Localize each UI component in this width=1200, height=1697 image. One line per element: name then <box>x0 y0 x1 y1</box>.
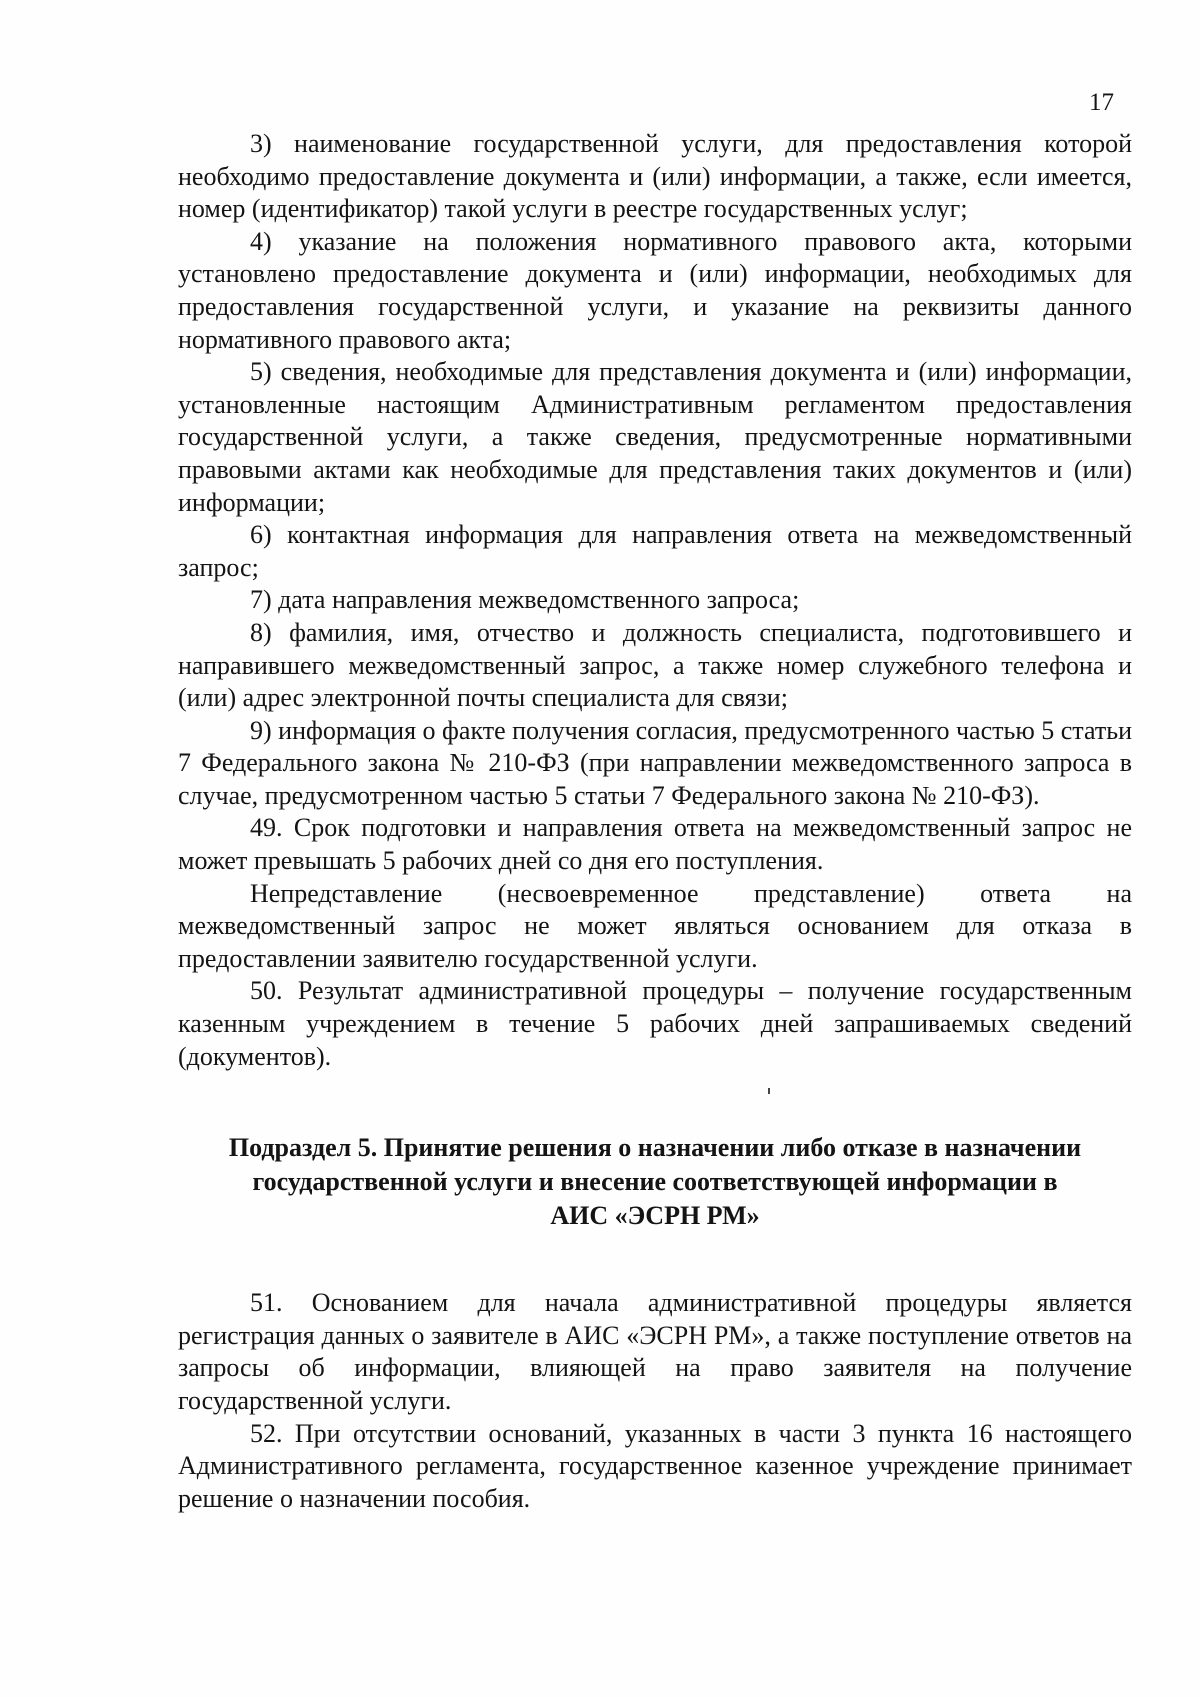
section-heading <box>178 1131 1132 1233</box>
paragraph-item-4: 4) указание на положения нормативного правового акта, которыми установлено предоставление документа и (или) информации, необходимых для предоставления государственной услуги, и указание на реквизиты данного нормативного правового акта; <box>178 226 1132 354</box>
paragraph-item-9: 9) информация о факте получения согласия, предусмотренного частью 5 статьи 7 Федерального закона № 210-ФЗ (при направлении межведомственного запроса в случае, предусмотренном частью 5 статьи 7 Федерального закона № 210-ФЗ). <box>178 715 1132 810</box>
paragraph-item-8: 8) фамилия, имя, отчество и должность специалиста, подготовившего и направившего межведомственный запрос, а также номер служебного телефона и (или) адрес электронной почты специалиста для связи; <box>178 617 1132 713</box>
section-spacer <box>178 1073 1132 1131</box>
section-heading-line-1: Подраздел 5. Принятие решения о назначении либо отказе в назначении <box>228 1133 1082 1163</box>
section-heading-line-3: АИС «ЭСРН РМ» <box>550 1201 760 1231</box>
section-heading-line-2: государственной услуги и внесение соответствующей информации в <box>252 1167 1058 1197</box>
paragraph-item-3: 3) наименование государственной услуги, для предоставления которой необходимо предоставление документа и (или) информации, а также, если имеется, номер (идентификатор) такой услуги в реестре государственных услуг; <box>178 129 1132 224</box>
paragraph-item-7: 7) дата направления межведомственного запроса; <box>250 585 800 615</box>
scan-artifact-mark <box>768 1088 770 1094</box>
paragraph-clause-49: 49. Срок подготовки и направления ответа на межведомственный запрос не может превышать 5 рабочих дней со дня его поступления. <box>178 813 1132 876</box>
section-spacer <box>178 1233 1132 1287</box>
page-number: 17 <box>1089 89 1114 116</box>
document-body <box>178 128 1132 1515</box>
paragraph-item-6: 6) контактная информация для направления ответа на межведомственный запрос; <box>178 520 1132 582</box>
paragraph-item-5: 5) сведения, необходимые для представления документа и (или) информации, установленные настоящим Административным регламентом предоставления государственной услуги, а также сведения, предусмотренные нормативными правовыми актами как необходимые для представления таких документов и (или) информации; <box>178 357 1132 517</box>
paragraph-clause-50: 50. Результат административной процедуры – получение государственным казенным учреждением в течение 5 рабочих дней запрашиваемых сведений (документов). <box>178 976 1132 1071</box>
paragraph-clause-52: 52. При отсутствии оснований, указанных в части 3 пункта 16 настоящего Административного регламента, государственное казенное учреждение принимает решение о назначении пособия. <box>178 1418 1132 1513</box>
paragraph-clause-51: 51. Основанием для начала административной процедуры является регистрация данных о заявителе в АИС «ЭСРН РМ», а также поступление ответов на запросы об информации, влияющей на право заявителя на получение государственной услуги. <box>178 1288 1132 1415</box>
paragraph-non-submission: Непредставление (несвоевременное представление) ответа на межведомственный запрос не может являться основанием для отказа в предоставлении заявителю государственной услуги. <box>178 878 1132 973</box>
